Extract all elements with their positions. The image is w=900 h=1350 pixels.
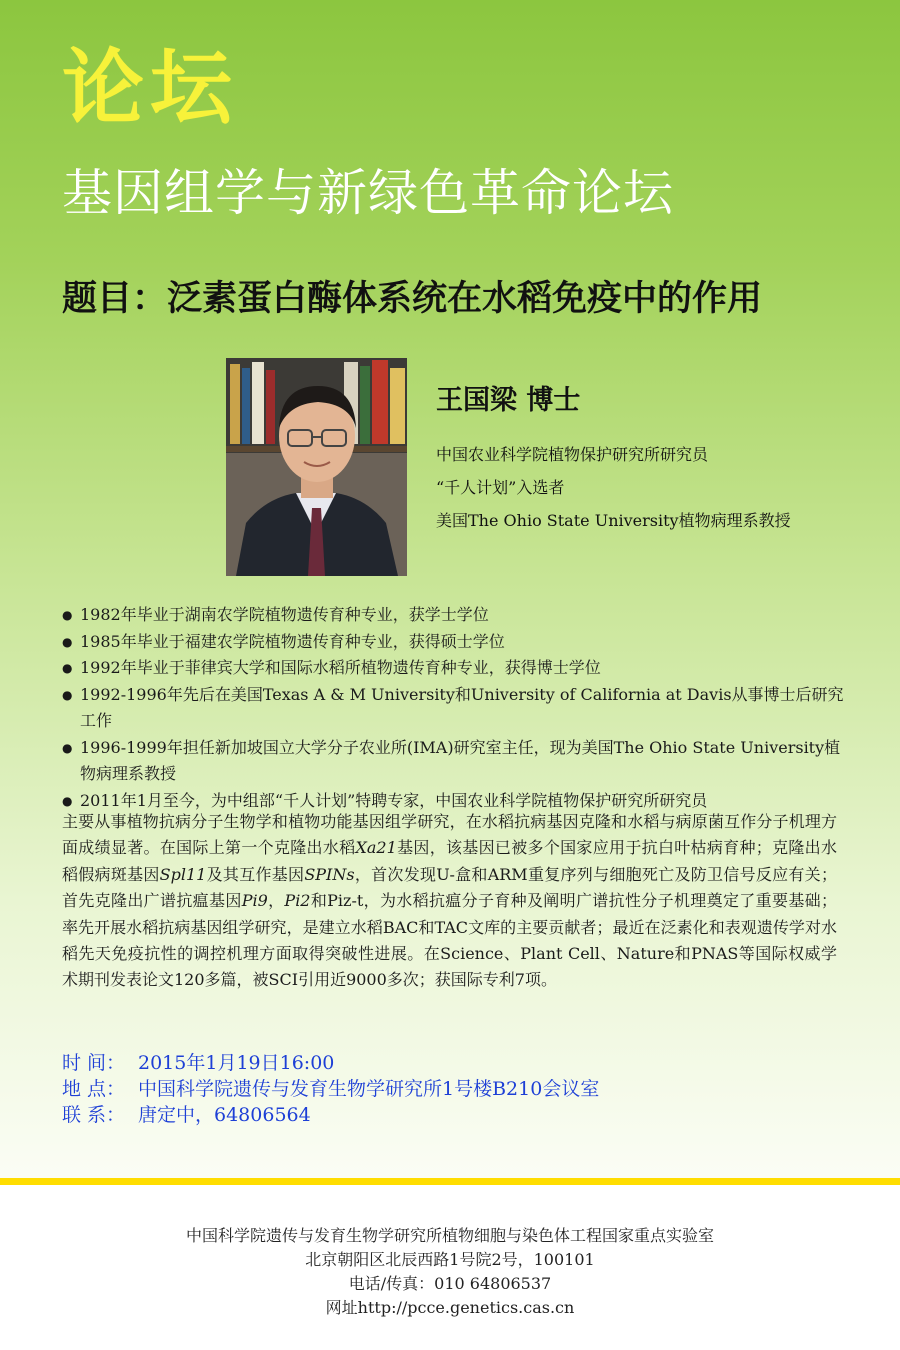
gene-name: Pi2 — [284, 891, 311, 911]
bio-item: ● 1996-1999年担任新加坡国立大学分子农业所(IMA)研究室主任，现为美国The Ohio State University植物病理系教授 — [62, 735, 852, 788]
speaker-name: 王国梁 博士 — [436, 385, 581, 416]
gene-name: Pi9 — [241, 891, 268, 911]
talk-title: 题目：泛素蛋白酶体系统在水稻免疫中的作用 — [62, 278, 763, 319]
affiliation-line: 中国农业科学院植物保护研究所研究员 — [436, 445, 709, 464]
bio-item: ● 1992-1996年先后在美国Texas A & M University和University of California at Davis从事博士后研究工作 — [62, 682, 852, 735]
speaker-photo — [226, 358, 407, 576]
gene-name: SPINs — [304, 864, 355, 884]
bullet-icon: ● — [62, 687, 73, 702]
event-time: 时 间： 2015年1月19日16:00 — [62, 1052, 335, 1074]
affiliation-line: 美国The Ohio State University植物病理系教授 — [436, 511, 791, 530]
bullet-icon: ● — [62, 608, 73, 622]
event-info — [62, 1050, 599, 1128]
footer-phone: 电话/传真：010 64806537 — [348, 1274, 552, 1293]
affiliation-line: “千人计划”入选者 — [436, 478, 565, 497]
footer-website[interactable]: 网址http://pcce.genetics.cas.cn — [325, 1298, 575, 1317]
event-contact: 联 系： 唐定中，64806564 — [62, 1104, 311, 1126]
series-title: 基因组学与新绿色革命论坛 — [62, 164, 674, 222]
bio-list — [62, 602, 852, 814]
footer-divider — [0, 1178, 900, 1185]
footer-lab: 中国科学院遗传与发育生物学研究所植物细胞与染色体工程国家重点实验室 — [185, 1226, 714, 1245]
footer — [0, 1185, 900, 1350]
bio-item: ● 1992年毕业于菲律宾大学和国际水稻所植物遗传育种专业，获得博士学位 — [62, 655, 852, 682]
gene-name: Spl11 — [159, 864, 207, 884]
bullet-icon: ● — [62, 661, 73, 675]
bullet-icon: ● — [62, 634, 73, 649]
forum-heading: 论坛 — [62, 41, 239, 136]
bullet-icon: ● — [62, 740, 73, 755]
gene-name: Xa21 — [355, 838, 397, 858]
speaker-affiliations — [436, 438, 791, 537]
bio-item: ● 1985年毕业于福建农学院植物遗传育种专业，获得硕士学位 — [62, 629, 852, 656]
footer-address: 北京朝阳区北辰西路1号院2号，100101 — [305, 1250, 595, 1269]
bio-item: ● 1982年毕业于湖南农学院植物遗传育种专业，获学士学位 — [62, 602, 852, 629]
research-summary: 主要从事植物抗病分子生物学和植物功能基因组学研究，在水稻抗病基因克隆和水稻与病原菌互作分子机理方面成绩显著。在国际上第一个克隆出水稻Xa21基因，该基因已被多个国家应用于抗白叶枯病育种；克隆出水稻假病斑基因Spl11及其互作基因SPINs，首次发现U-盒和ARM重复序列与细胞死亡及防卫信号反应有关；首先克隆出广谱抗瘟基因Pi9，Pi2和Piz-t，为水稻抗瘟分子育种及阐明广谱抗性分子机理奠定了重要基础；率先开展水稻抗病基因组学研究，是建立水稻BAC和TAC文库的主要贡献者；最近在泛素化和表观遗传学对水稻先天免疫抗性的调控机理方面取得突破性进展。在Science、Plant Cell、Nature和PNAS等国际权威学术期刊发表论文120多篇，被SCI引用近9000多次；获国际专利7项。 — [62, 812, 837, 990]
bullet-icon: ● — [62, 793, 73, 808]
bio-item: ● 2011年1月至今，为中组部“千人计划”特聘专家，中国农业科学院植物保护研究所研究员 — [62, 788, 852, 815]
event-place: 地 点： 中国科学院遗传与发育生物学研究所1号楼B210会议室 — [62, 1078, 600, 1100]
